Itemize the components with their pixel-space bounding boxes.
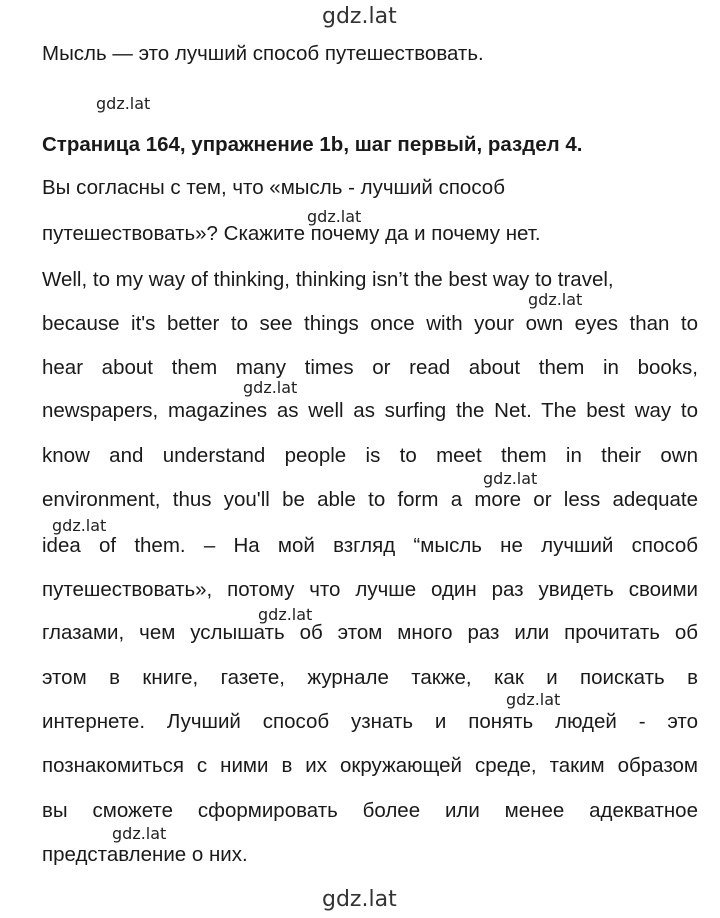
watermark: gdz.lat [506,690,561,709]
watermark: gdz.lat [483,469,538,488]
question-line: Вы согласны с тем, что «мысль - лучший способ [42,176,505,199]
answer-line: because it's better to see things once with your own eyes than to [42,312,698,335]
answer-line: environment, thus you'll be able to form a more or less adequate [42,488,698,511]
answer-line: Well, to my way of thinking, thinking isn’t the best way to travel, [42,268,614,291]
watermark: gdz.lat [112,824,167,843]
watermark: gdz.lat [243,378,298,397]
intro-line: Мысль — это лучший способ путешествовать. [42,42,484,65]
answer-line: idea of them. – На мой взгляд “мысль не лучший способ [42,534,698,557]
answer-line: вы сможете сформировать более или менее адекватное [42,799,698,822]
watermark: gdz.lat [96,94,151,113]
watermark: gdz.lat [258,605,313,624]
answer-line: интернете. Лучший способ узнать и понять людей - это [42,710,698,733]
answer-line: представление о них. [42,843,248,866]
watermark-bottom: gdz.lat [322,887,397,912]
watermark-top: gdz.lat [322,4,397,29]
question-line: путешествовать»? Скажите почему да и почему нет. [42,222,541,245]
watermark: gdz.lat [52,516,107,535]
answer-line: hear about them many times or read about them in books, [42,356,698,379]
answer-line: newspapers, magazines as well as surfing the Net. The best way to [42,399,698,422]
answer-line: глазами, чем услышать об этом много раз или прочитать об [42,621,698,644]
section-heading: Страница 164, упражнение 1b, шаг первый, раздел 4. [42,133,583,156]
watermark: gdz.lat [528,290,583,309]
answer-line: этом в книге, газете, журнале также, как и поискать в [42,666,698,689]
answer-line: путешествовать», потому что лучше один раз увидеть своими [42,578,698,601]
watermark: gdz.lat [307,207,362,226]
answer-line: познакомиться с ними в их окружающей среде, таким образом [42,754,698,777]
answer-line: know and understand people is to meet them in their own [42,444,698,467]
